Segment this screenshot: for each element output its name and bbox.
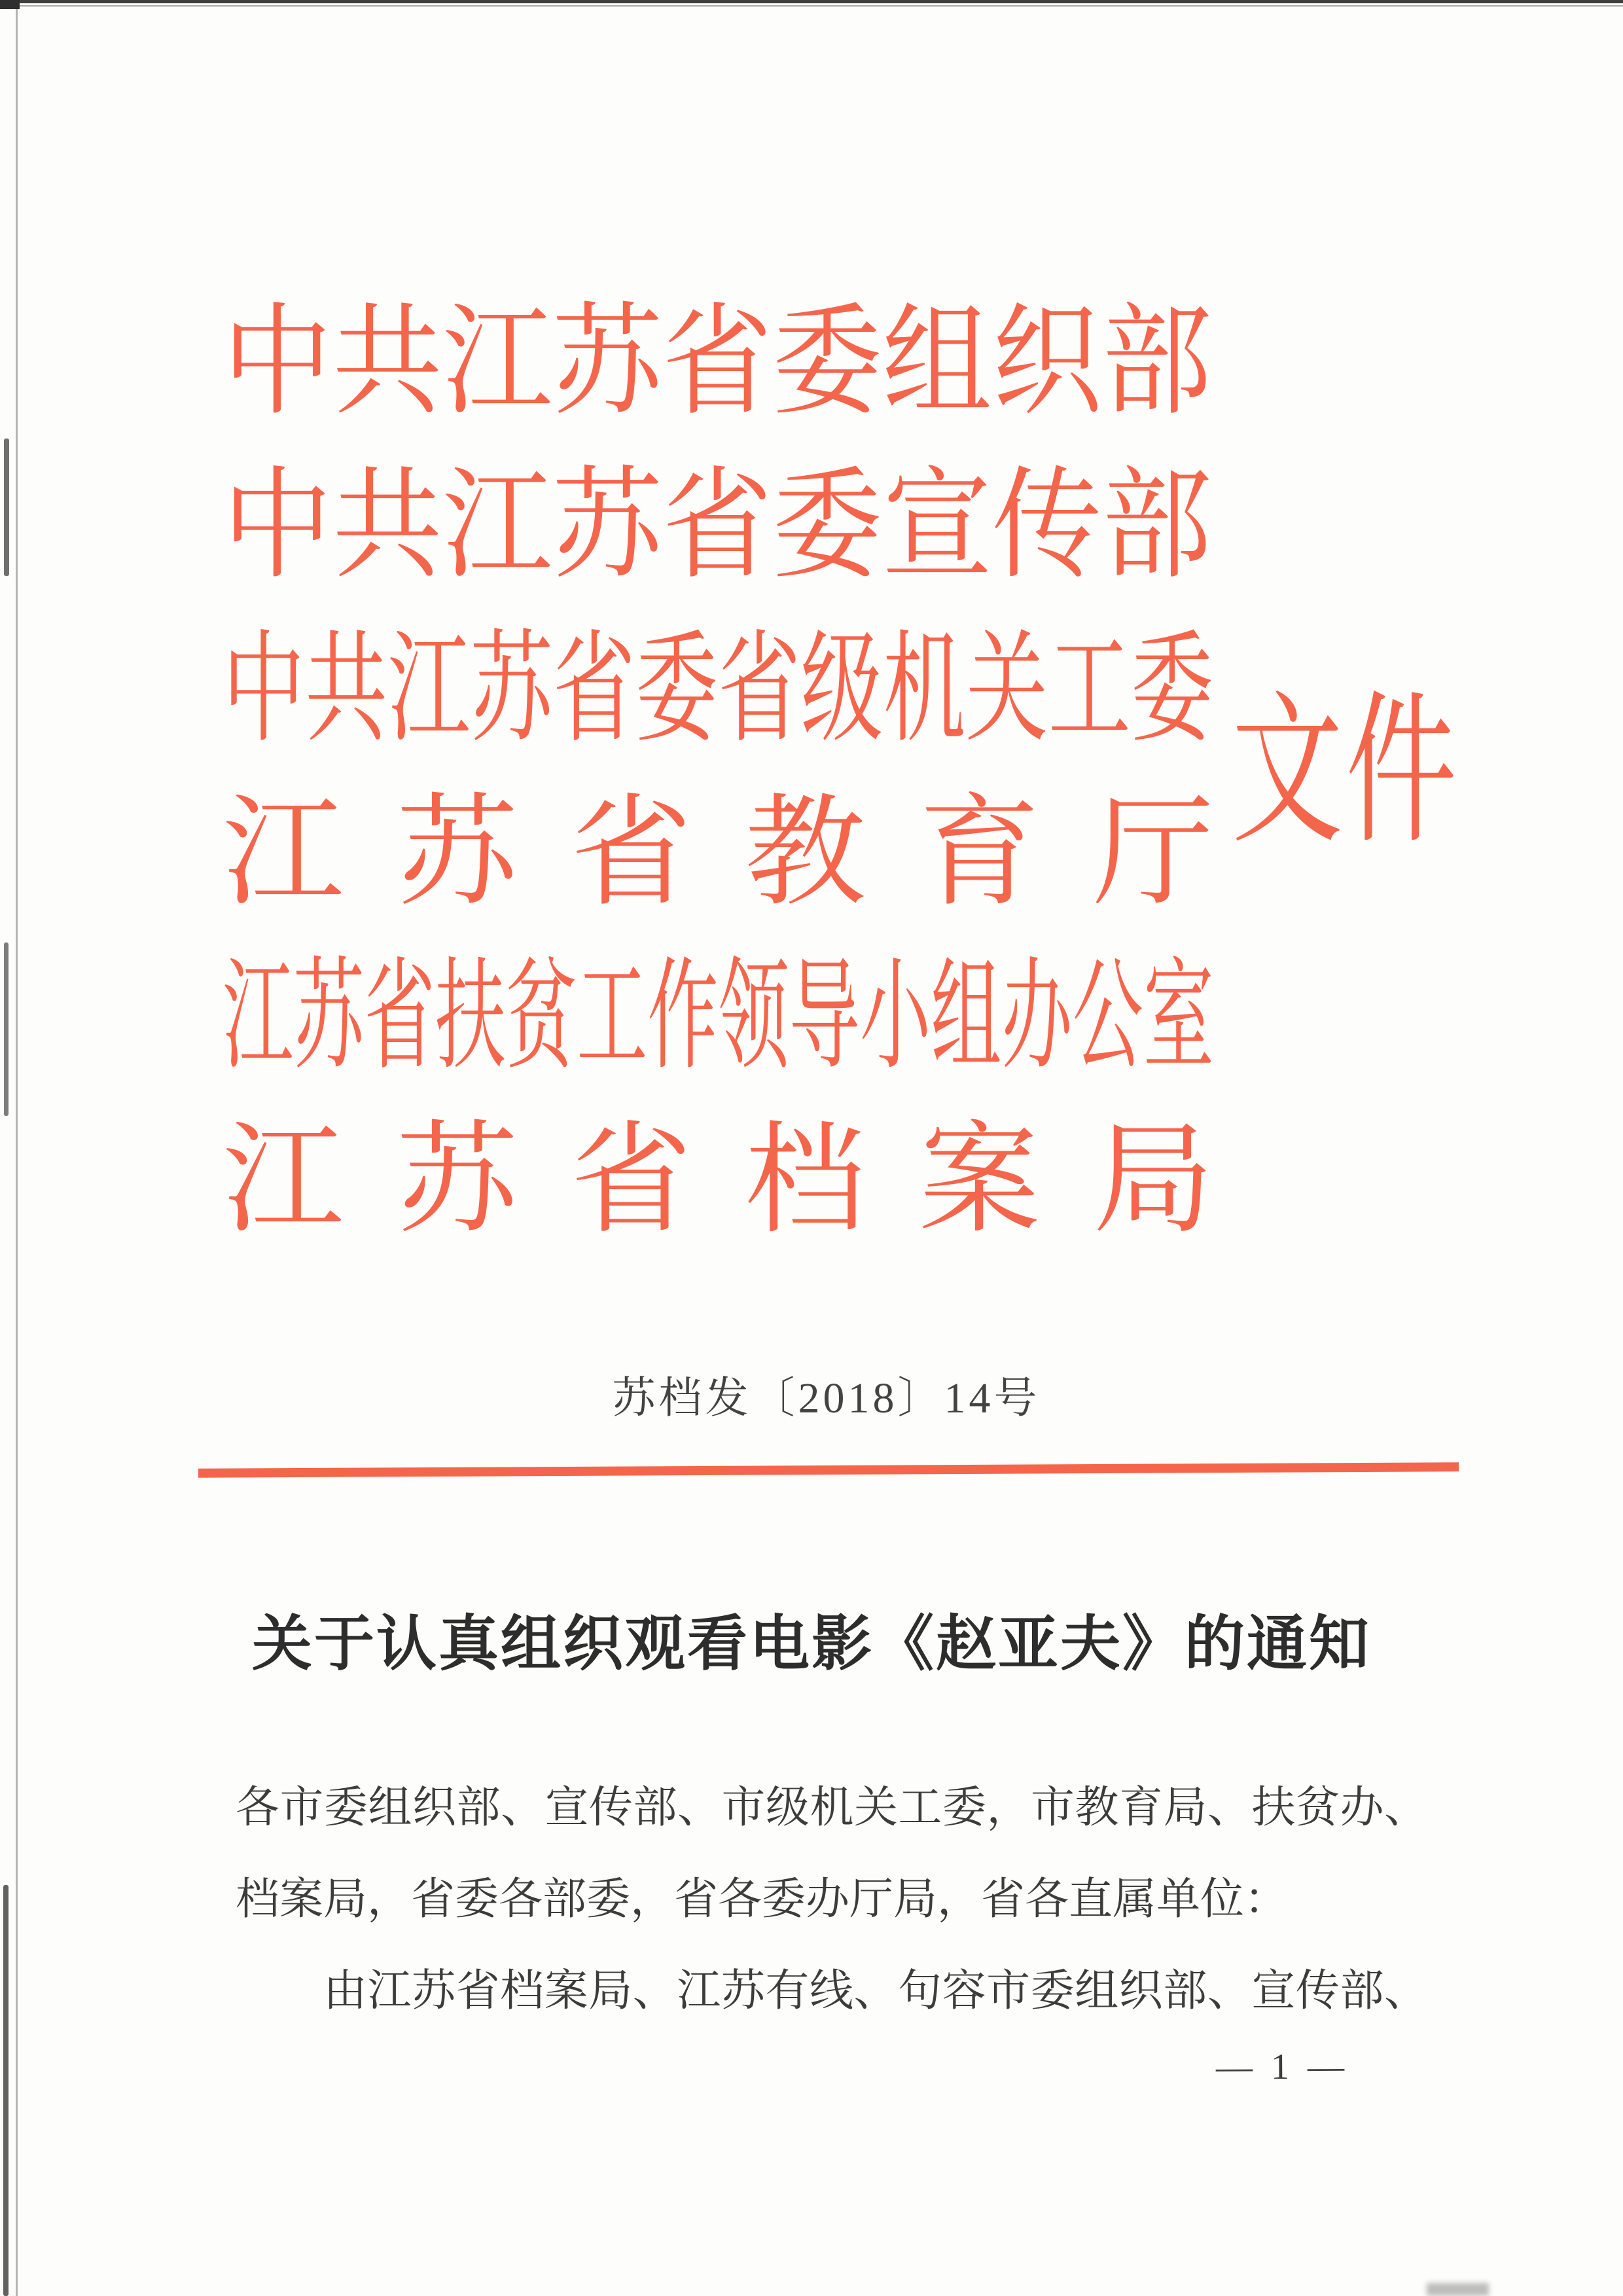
issuer-name: 中共江苏省委宣传部	[223, 459, 1212, 594]
issuer-line	[223, 1100, 1267, 1263]
letterhead-issuers	[223, 281, 1267, 1263]
scan-artifact-top-edge	[0, 0, 1623, 3]
scan-artifact-left-edge	[16, 7, 18, 2296]
issuer-name: 江苏省教育厅	[223, 787, 1267, 921]
document-title: 关于认真组织观看电影《赵亚夫》的通知	[251, 1611, 1371, 1677]
scan-artifact-corner	[0, 0, 20, 9]
doc-type-label: 文件	[1232, 682, 1460, 863]
scan-artifact-left-mark	[3, 1885, 9, 2296]
issuer-line	[223, 281, 1214, 445]
scan-artifact-left-mark	[4, 439, 9, 576]
issuer-name: 中共江苏省委省级机关工委	[223, 623, 1214, 757]
body-line: 由江苏省档案局、江苏有线、句容市委组织部、宣传部、	[323, 1967, 1428, 2015]
document-body	[236, 1762, 1428, 2037]
issuer-line	[223, 445, 1214, 609]
issuer-line	[223, 772, 1267, 936]
page-number: — 1 —	[1215, 2046, 1349, 2088]
scan-artifact-top-edge-light	[0, 5, 1623, 7]
red-separator-line	[198, 1462, 1459, 1477]
scan-artifact-bottom-smudge	[1427, 2283, 1489, 2296]
issuer-name: 江苏省档案局	[223, 1114, 1267, 1248]
body-line: 各市委组织部、宣传部、市级机关工委，市教育局、扶贫办、	[236, 1784, 1428, 1832]
issuer-line	[223, 936, 1214, 1100]
issuer-name: 中共江苏省委组织部	[223, 296, 1212, 430]
issuer-name: 江苏省扶贫工作领导小组办公室	[223, 950, 1215, 1085]
issuer-line	[223, 609, 1214, 772]
scan-artifact-left-mark	[4, 942, 9, 1116]
body-line: 档案局，省委各部委，省各委办厅局，省各直属单位：	[236, 1875, 1288, 1924]
doc-number: 苏档发〔2018〕14号	[612, 1374, 1041, 1422]
